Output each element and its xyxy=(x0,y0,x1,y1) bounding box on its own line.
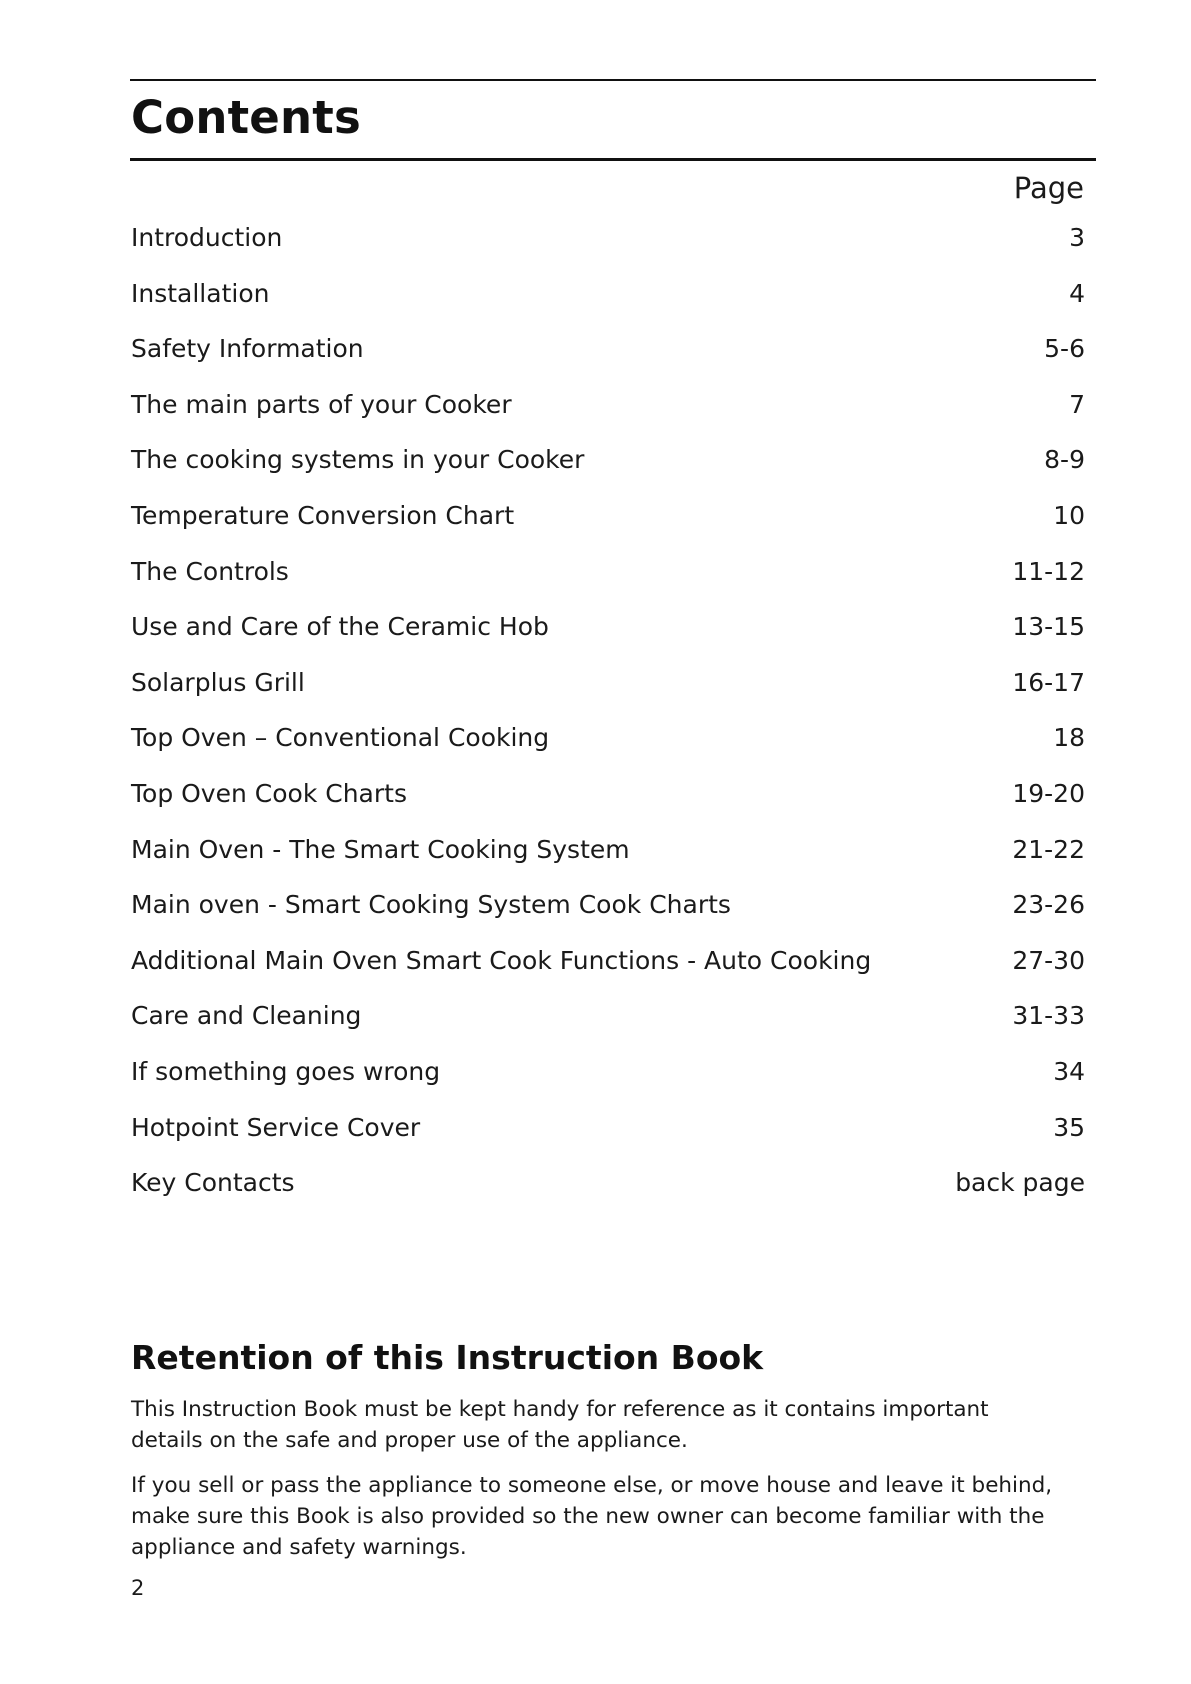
toc-entry-page: 3 xyxy=(1069,223,1085,252)
toc-entry-label: Top Oven – Conventional Cooking xyxy=(131,723,550,753)
toc-entry-page: 27-30 xyxy=(1012,945,1085,975)
toc-entry-label: Main oven - Smart Cooking System Cook Charts xyxy=(131,890,731,920)
toc-entry-page: 19-20 xyxy=(1012,778,1085,808)
toc-entry-page: 7 xyxy=(1069,389,1085,419)
toc-entry[interactable] xyxy=(131,666,1085,722)
title-rule-bottom xyxy=(130,158,1096,161)
toc-entry-label: If something goes wrong xyxy=(131,1056,441,1086)
toc-entry-page: 18 xyxy=(1053,723,1085,753)
toc-entry-page: 10 xyxy=(1053,500,1085,530)
toc-entry[interactable] xyxy=(131,833,1085,889)
toc-entry[interactable] xyxy=(131,555,1085,611)
toc-entry-page: 31-33 xyxy=(1012,1001,1085,1031)
toc-entry[interactable] xyxy=(131,721,1085,777)
toc-entry-label: Introduction xyxy=(131,223,283,252)
toc-entry-label: Key Contacts xyxy=(131,1168,295,1198)
page-column-header: Page xyxy=(1013,171,1084,205)
toc-entry-page: 13-15 xyxy=(1012,612,1085,642)
toc-entry-label: Solarplus Grill xyxy=(131,667,305,697)
toc-entry-page: 16-17 xyxy=(1012,667,1085,697)
toc-entry[interactable] xyxy=(131,999,1085,1055)
toc-entry-label: Use and Care of the Ceramic Hob xyxy=(131,612,549,642)
page-number: 2 xyxy=(131,1576,145,1600)
toc-entry-label: Hotpoint Service Cover xyxy=(131,1112,421,1142)
page-title: Contents xyxy=(131,91,361,144)
toc-entry-page: back page xyxy=(955,1168,1085,1198)
toc-entry-page: 11-12 xyxy=(1012,556,1085,586)
toc-entry[interactable] xyxy=(131,1055,1085,1111)
toc-entry-label: The Controls xyxy=(131,556,289,586)
toc-entry-page: 23-26 xyxy=(1012,890,1085,920)
toc-entry[interactable] xyxy=(131,332,1085,388)
toc-entry[interactable] xyxy=(131,1166,1085,1222)
table-of-contents xyxy=(131,221,1085,1222)
toc-entry[interactable] xyxy=(131,610,1085,666)
toc-entry-label: Safety Information xyxy=(131,334,364,364)
toc-entry[interactable] xyxy=(131,221,1085,277)
toc-entry[interactable] xyxy=(131,388,1085,444)
toc-entry-label: Temperature Conversion Chart xyxy=(131,500,515,530)
retention-paragraph-1: This Instruction Book must be kept handy for reference as it contains important details on the safe and proper use of the appliance. xyxy=(131,1397,989,1453)
toc-entry[interactable] xyxy=(131,777,1085,833)
toc-entry[interactable] xyxy=(131,499,1085,555)
toc-entry-page: 5-6 xyxy=(1044,334,1085,364)
toc-entry-label: Additional Main Oven Smart Cook Functions - Auto Cooking xyxy=(131,945,872,975)
retention-paragraph-2: If you sell or pass the appliance to someone else, or move house and leave it behind, make sure this Book is also provided so the new owner can become familiar with the appliance and safety warnings. xyxy=(131,1473,1053,1560)
toc-entry-label: Main Oven - The Smart Cooking System xyxy=(131,834,630,864)
toc-entry-page: 4 xyxy=(1069,278,1085,308)
title-rule-top xyxy=(130,79,1096,81)
toc-entry-page: 8-9 xyxy=(1044,445,1085,475)
toc-entry-label: The cooking systems in your Cooker xyxy=(131,445,585,475)
toc-entry-label: Installation xyxy=(131,278,270,308)
toc-entry[interactable] xyxy=(131,277,1085,333)
toc-entry-page: 21-22 xyxy=(1012,834,1085,864)
toc-entry[interactable] xyxy=(131,443,1085,499)
toc-entry[interactable] xyxy=(131,888,1085,944)
toc-entry-label: Top Oven Cook Charts xyxy=(131,778,407,808)
toc-entry[interactable] xyxy=(131,944,1085,1000)
toc-entry[interactable] xyxy=(131,1111,1085,1167)
toc-entry-page: 35 xyxy=(1053,1112,1085,1142)
toc-entry-page: 34 xyxy=(1053,1056,1085,1086)
retention-heading: Retention of this Instruction Book xyxy=(131,1338,764,1377)
toc-entry-label: Care and Cleaning xyxy=(131,1001,362,1031)
toc-entry-label: The main parts of your Cooker xyxy=(131,389,512,419)
